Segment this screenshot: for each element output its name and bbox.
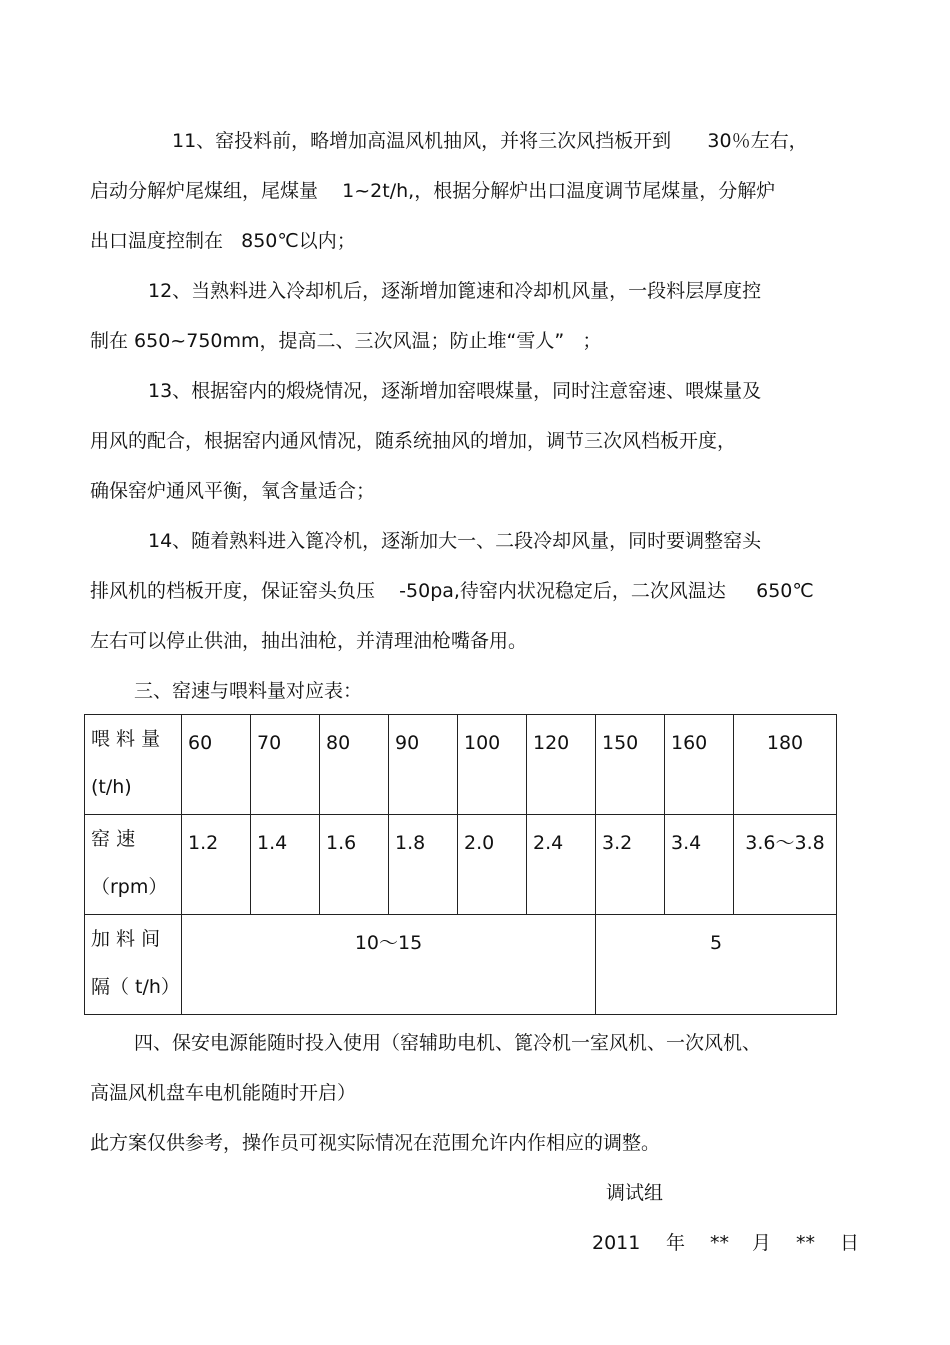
section-4-line-1: 四、保安电源能随时投入使用（窑辅助电机、篦冷机一室风机、一次风机、 [134,1032,762,1054]
table-row-speed [85,815,837,915]
table-cell: 2.0 [458,815,527,915]
table-row-interval [85,915,837,1015]
table-cell: 1.8 [389,815,458,915]
paragraph-14-line-1: 14、随着熟料进入篦冷机，逐渐加大一、二段冷却风量，同时要调整窑头 [148,530,762,552]
table-cell: 80 [320,715,389,815]
table-cell: 1.6 [320,815,389,915]
speed-label-right: 速 [116,828,136,850]
feed-unit: (t/h) [91,776,132,798]
feed-label: 喂 料 量 [91,728,161,750]
table-cell: 90 [389,715,458,815]
interval-label-cell [85,915,182,1015]
paragraph-14-line-2: 排风机的档板开度，保证窑头负压 -50pa,待窑内状况稳定后，二次风温达 650℃ [90,580,814,602]
interval-label: 加 料 间 [91,928,161,950]
table-cell: 180 [734,715,837,815]
table-row-feed [85,715,837,815]
date-year-unit: 年 [666,1232,686,1254]
table-cell: 70 [251,715,320,815]
table-cell: 100 [458,715,527,815]
date-day-unit: 日 [840,1232,860,1254]
section-3-heading: 三、窑速与喂料量对应表： [134,680,363,702]
speed-label-left: 窑 [91,828,111,850]
speed-unit: （rpm） [91,876,168,898]
paragraph-13-line-3: 确保窑炉通风平衡，氧含量适合； [90,480,376,502]
table-cell: 1.2 [182,815,251,915]
interval-span-2: 5 [596,915,837,1015]
table-cell: 3.6～3.8 [734,815,837,915]
paragraph-13-line-1: 13、根据窑内的煅烧情况，逐渐增加窑喂煤量，同时注意窑速、喂煤量及 [148,380,762,402]
table-cell: 3.2 [596,815,665,915]
date-year: 2011 [592,1232,641,1254]
section-4-line-2: 高温风机盘车电机能随时开启） [90,1082,357,1104]
interval-unit: 隔（ t/h） [91,976,180,998]
adjustment-note: 此方案仅供参考，操作员可视实际情况在范围允许内作相应的调整。 [90,1132,661,1154]
table-cell: 3.4 [665,815,734,915]
paragraph-11-line-1: 11、窑投料前，略增加高温风机抽风，并将三次风挡板开到 30％左右， [172,130,808,152]
table-cell: 2.4 [527,815,596,915]
paragraph-11-line-2: 启动分解炉尾煤组，尾煤量 1~2t/h,，根据分解炉出口温度调节尾煤量，分解炉 [90,180,776,202]
speed-label [91,815,175,863]
table-cell: 120 [527,715,596,815]
table-cell: 160 [665,715,734,815]
signature-group: 调试组 [606,1182,664,1204]
date-month: ** [710,1232,729,1254]
paragraph-14-line-3: 左右可以停止供油，抽出油枪，并清理油枪嘴备用。 [90,630,528,652]
paragraph-13-line-2: 用风的配合，根据窑内通风情况，随系统抽风的增加，调节三次风档板开度， [90,430,737,452]
paragraph-11-line-3: 出口温度控制在 850℃以内； [90,230,356,252]
date-month-unit: 月 [752,1232,772,1254]
table-cell: 1.4 [251,815,320,915]
table-cell: 150 [596,715,665,815]
speed-label-cell [85,815,182,915]
kiln-speed-feed-table [84,714,837,1015]
table-cell: 60 [182,715,251,815]
interval-span-1: 10～15 [182,915,596,1015]
paragraph-12-line-1: 12、当熟料进入冷却机后，逐渐增加篦速和冷却机风量，一段料层厚度控 [148,280,762,302]
date-day: ** [796,1232,815,1254]
paragraph-12-line-2: 制在 650~750mm，提高二、三次风温；防止堆“雪人” ； [90,330,602,352]
feed-label-cell [85,715,182,815]
